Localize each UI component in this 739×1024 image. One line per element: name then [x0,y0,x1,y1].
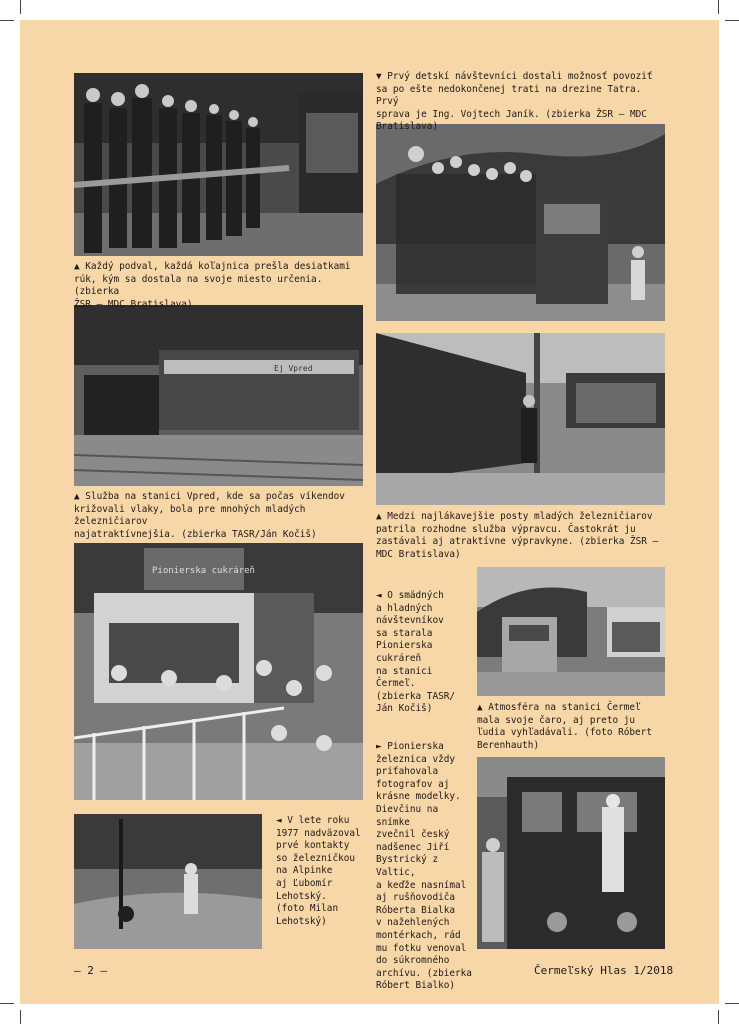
publication-title: Čermeľský Hlas 1/2018 [534,964,674,977]
shop-sign-text: Pionierska cukráreň [152,566,255,576]
crop-mark [725,20,739,21]
photo-dispatcher-girl [376,333,665,505]
photo-boy-at-alpinka [74,814,262,949]
crop-mark [20,1010,21,1024]
photo-station-vpred [74,305,363,486]
photo-station-cermel [477,567,665,696]
caption-workers-rail: ▲ Každý podval, každá koľajnica prešla desiatkami rúk, kým sa dostala na svoje miesto určenia. (zbierka ŽSR – MDC Bratislava) [74,261,351,310]
station-sign-text: Ej Vpred [274,364,313,373]
crop-mark [20,0,21,14]
page-number: – 2 – [74,964,108,977]
caption-model-locomotive: ► Pionierska železnica vždy priťahovala fotografov aj krásne modelky. Dievčinu na snímke zvečnil český nadšenec Jiří Bystrický z Valtic, a keďže nasnímal aj rušňovodiča Róberta Bialka v nažehlených montérkach, rád mu fotku venoval do súkromného archívu. (zbierka Róbert Bialko) [376,741,472,992]
caption-dispatcher: ▲ Medzi najlákavejšie posty mladých železničiarov patrila rozhodne služba výpravcu. Častokrát ju zastávali aj atraktívne výpravkyne. (zbierka ŽSR – MDC Bratislava) [376,511,659,560]
crop-mark [725,1003,739,1004]
caption-confectionery: ◄ O smädných a hladných návštevníkov sa starala Pionierska cukráreň na stanici Čermeľ. (zbierka TASR/ Ján Kočiš) [376,590,456,715]
photo-model-on-locomotive [477,757,665,949]
photo-pioneer-confectionery [74,543,363,800]
caption-station-cermel: ▲ Atmosféra na stanici Čermeľ mala svoje čaro, aj preto ju ľudia vyhľadávali. (foto Róbert Berenhauth) [477,702,652,751]
crop-mark [718,0,719,14]
photo-workers-carrying-rail [74,73,363,256]
caption-alpinka: ◄ V lete roku 1977 nadväzoval prvé kontakty so železničkou na Alpinke aj Ľubomír Lehotský. (foto Milan Lehotský) [276,815,361,927]
crop-mark [0,1003,14,1004]
crop-mark [0,20,14,21]
caption-station-vpred: ▲ Služba na stanici Vpred, kde sa počas víkendov križovali vlaky, bola pre mnohých mladých železničiarov najatraktívnejšia. (zbierka TASR/Ján Kočiš) [74,491,345,540]
caption-children-draisine: ▼ Prvý detskí návštevníci dostali možnosť povoziť sa po ešte nedokončenej trati na drezine Tatra. Prvý sprava je Ing. Vojtech Janík. (zbierka ŽSR – MDC Bratislava) [376,71,653,133]
photo-children-on-draisine [376,124,665,321]
crop-mark [718,1010,719,1024]
